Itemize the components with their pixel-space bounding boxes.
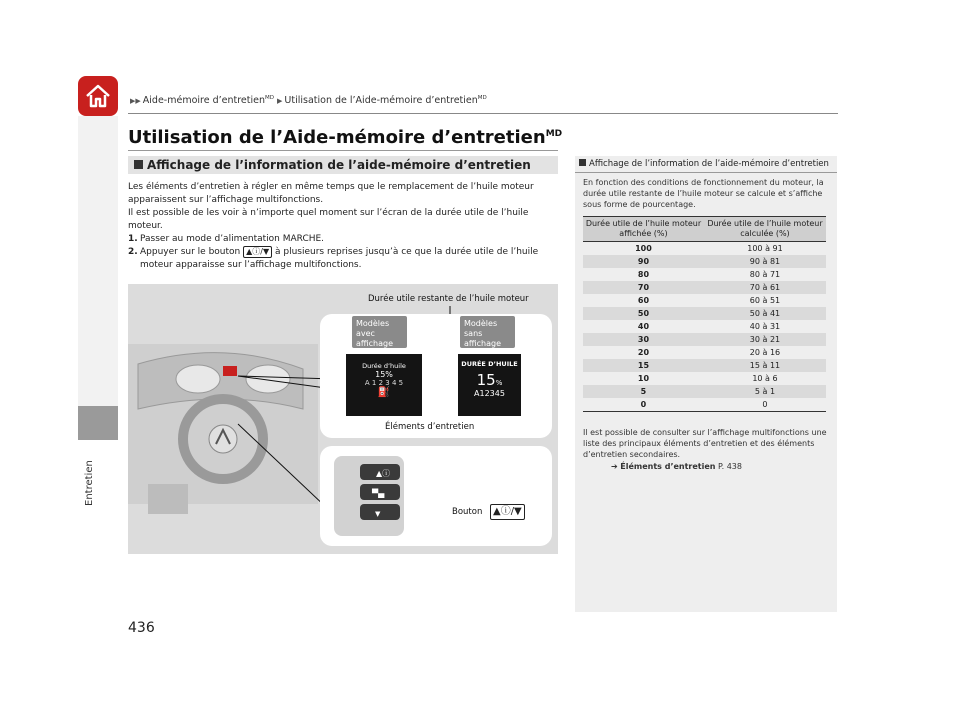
table-row <box>583 333 826 346</box>
calculated-range-cell: 60 à 51 <box>749 296 781 305</box>
table-header: Durée utile de l’huile moteur calculée (%) <box>704 217 826 242</box>
title-divider <box>128 150 558 151</box>
chapter-marker <box>78 406 118 440</box>
cross-reference[interactable]: ➔ Éléments d’entretien P. 438 <box>611 462 742 471</box>
table-row <box>583 320 826 333</box>
square-bullet-icon <box>579 159 586 166</box>
breadcrumb <box>130 95 487 106</box>
svg-text:▲ⓘ: ▲ⓘ <box>376 469 391 478</box>
breadcrumb-arrow-icon: ▶▶ <box>130 97 141 106</box>
paragraph: Il est possible de les voir à n’importe quel moment sur l’écran de la durée utile de l’huile moteur. <box>128 208 529 231</box>
steering-switch-drawing <box>320 446 552 546</box>
table-row <box>583 359 826 372</box>
displayed-percent-cell: 100 <box>635 244 652 253</box>
displayed-percent-cell: 70 <box>583 281 704 294</box>
table-row <box>583 281 826 294</box>
label-maintenance-items: Éléments d’entretien <box>385 422 475 432</box>
info-button-glyph: ▲ⓘ/▼ <box>243 246 272 258</box>
svg-text:▀▄: ▀▄ <box>372 489 385 498</box>
calculated-range-cell: 30 à 21 <box>704 333 826 346</box>
tag-no-color-models: Modèles sans affichage <box>460 316 515 348</box>
displayed-percent-cell: 90 <box>583 255 704 268</box>
label-remaining-life: Durée utile restante de l’huile moteur <box>368 294 529 304</box>
svg-text:▼: ▼ <box>375 510 381 518</box>
table-row <box>583 242 826 256</box>
calculated-range-cell: 5 à 1 <box>704 385 826 398</box>
paragraph: Les éléments d’entretien à régler en même temps que le remplacement de l’huile moteur apparaissent sur l’affichage multifonctions. <box>128 182 534 205</box>
displayed-percent-cell: 30 <box>583 333 704 346</box>
page-title: Utilisation de l’Aide-mémoire d’entretien$^{MD}$ <box>128 127 563 148</box>
calculated-range-cell: 10 à 6 <box>752 374 778 383</box>
table-header: Durée utile de l’huile moteur affichée (%) <box>583 217 704 242</box>
header-divider <box>128 113 838 114</box>
chapter-label: Entretien <box>84 460 95 506</box>
breadcrumb-arrow-icon: ▶ <box>277 97 283 106</box>
side-strip <box>78 116 118 406</box>
note-text-2: Il est possible de consulter sur l’affichage multifonctions une liste des principaux éléments d’entretien et des éléments d’entretien secondaires. <box>583 428 827 459</box>
breadcrumb-link-1[interactable]: Aide-mémoire d’entretien$^{MD}$ <box>142 95 274 107</box>
calculated-range-cell: 80 à 71 <box>749 270 781 279</box>
displayed-percent-cell: 20 <box>637 348 650 357</box>
calculated-range-cell: 90 à 81 <box>704 255 826 268</box>
displayed-percent-cell: 0 <box>583 398 704 412</box>
table-row <box>583 372 826 385</box>
oil-life-table <box>583 216 826 412</box>
displayed-percent-cell: 60 <box>637 296 650 305</box>
body-text <box>128 181 558 272</box>
mono-display: DURÉE D’HUILE 15% A12345 <box>458 354 521 416</box>
info-button-glyph: ▲ⓘ/▼ <box>490 504 525 520</box>
steering-switch-panel <box>320 446 552 546</box>
table-row <box>583 346 826 359</box>
color-display: Durée d’huile 15% A 1 2 3 4 5 ⛽ <box>346 354 422 416</box>
table-row <box>583 307 826 320</box>
page-number: 436 <box>128 620 155 636</box>
note-divider <box>575 172 837 173</box>
square-bullet-icon <box>134 160 143 169</box>
note-text-1: En fonction des conditions de fonctionnement du moteur, la durée utile restante de l’huile moteur se calcule et s’affiche sous forme de pourcentage. <box>583 178 824 209</box>
calculated-range-cell: 70 à 61 <box>704 281 826 294</box>
dashboard-illustration <box>128 284 558 554</box>
displayed-percent-cell: 80 <box>637 270 650 279</box>
label-button: Bouton <box>452 507 483 517</box>
displayed-percent-cell: 15 <box>583 359 704 372</box>
calculated-range-cell: 0 <box>704 398 826 412</box>
table-row <box>583 385 826 398</box>
displayed-percent-cell: 5 <box>583 385 704 398</box>
step-1: 1. Passer au mode d’alimentation MARCHE. <box>128 234 325 244</box>
breadcrumb-link-2[interactable]: Utilisation de l’Aide-mémoire d’entretien$^{MD}$ <box>284 95 487 107</box>
calculated-range-cell: 100 à 91 <box>747 244 783 253</box>
table-row <box>583 398 826 412</box>
calculated-range-cell: 15 à 11 <box>704 359 826 372</box>
step-2: 2. Appuyer sur le bouton ▲ⓘ/▼ à plusieurs reprises jusqu’à ce que la durée utile de l’huile moteur apparaisse sur l’affichage multifonctions. <box>128 247 539 270</box>
home-button[interactable] <box>78 76 118 116</box>
home-icon <box>84 83 112 109</box>
table-row <box>583 255 826 268</box>
table-row <box>583 294 826 307</box>
reference-arrow-icon: ➔ <box>611 462 618 471</box>
calculated-range-cell: 50 à 41 <box>704 307 826 320</box>
displayed-percent-cell: 40 <box>637 322 650 331</box>
note-heading: Affichage de l’information de l’aide-mémoire d’entretien <box>575 156 837 172</box>
calculated-range-cell: 20 à 16 <box>749 348 781 357</box>
section-heading: Affichage de l’information de l’aide-mémoire d’entretien <box>128 156 558 174</box>
tag-color-models: Modèles avec affichage <box>352 316 407 348</box>
oil-can-icon: ⛽ <box>377 387 391 398</box>
displayed-percent-cell: 50 <box>583 307 704 320</box>
displayed-percent-cell: 10 <box>637 374 650 383</box>
display-panel <box>320 314 552 438</box>
table-row <box>583 268 826 281</box>
calculated-range-cell: 40 à 31 <box>749 322 781 331</box>
